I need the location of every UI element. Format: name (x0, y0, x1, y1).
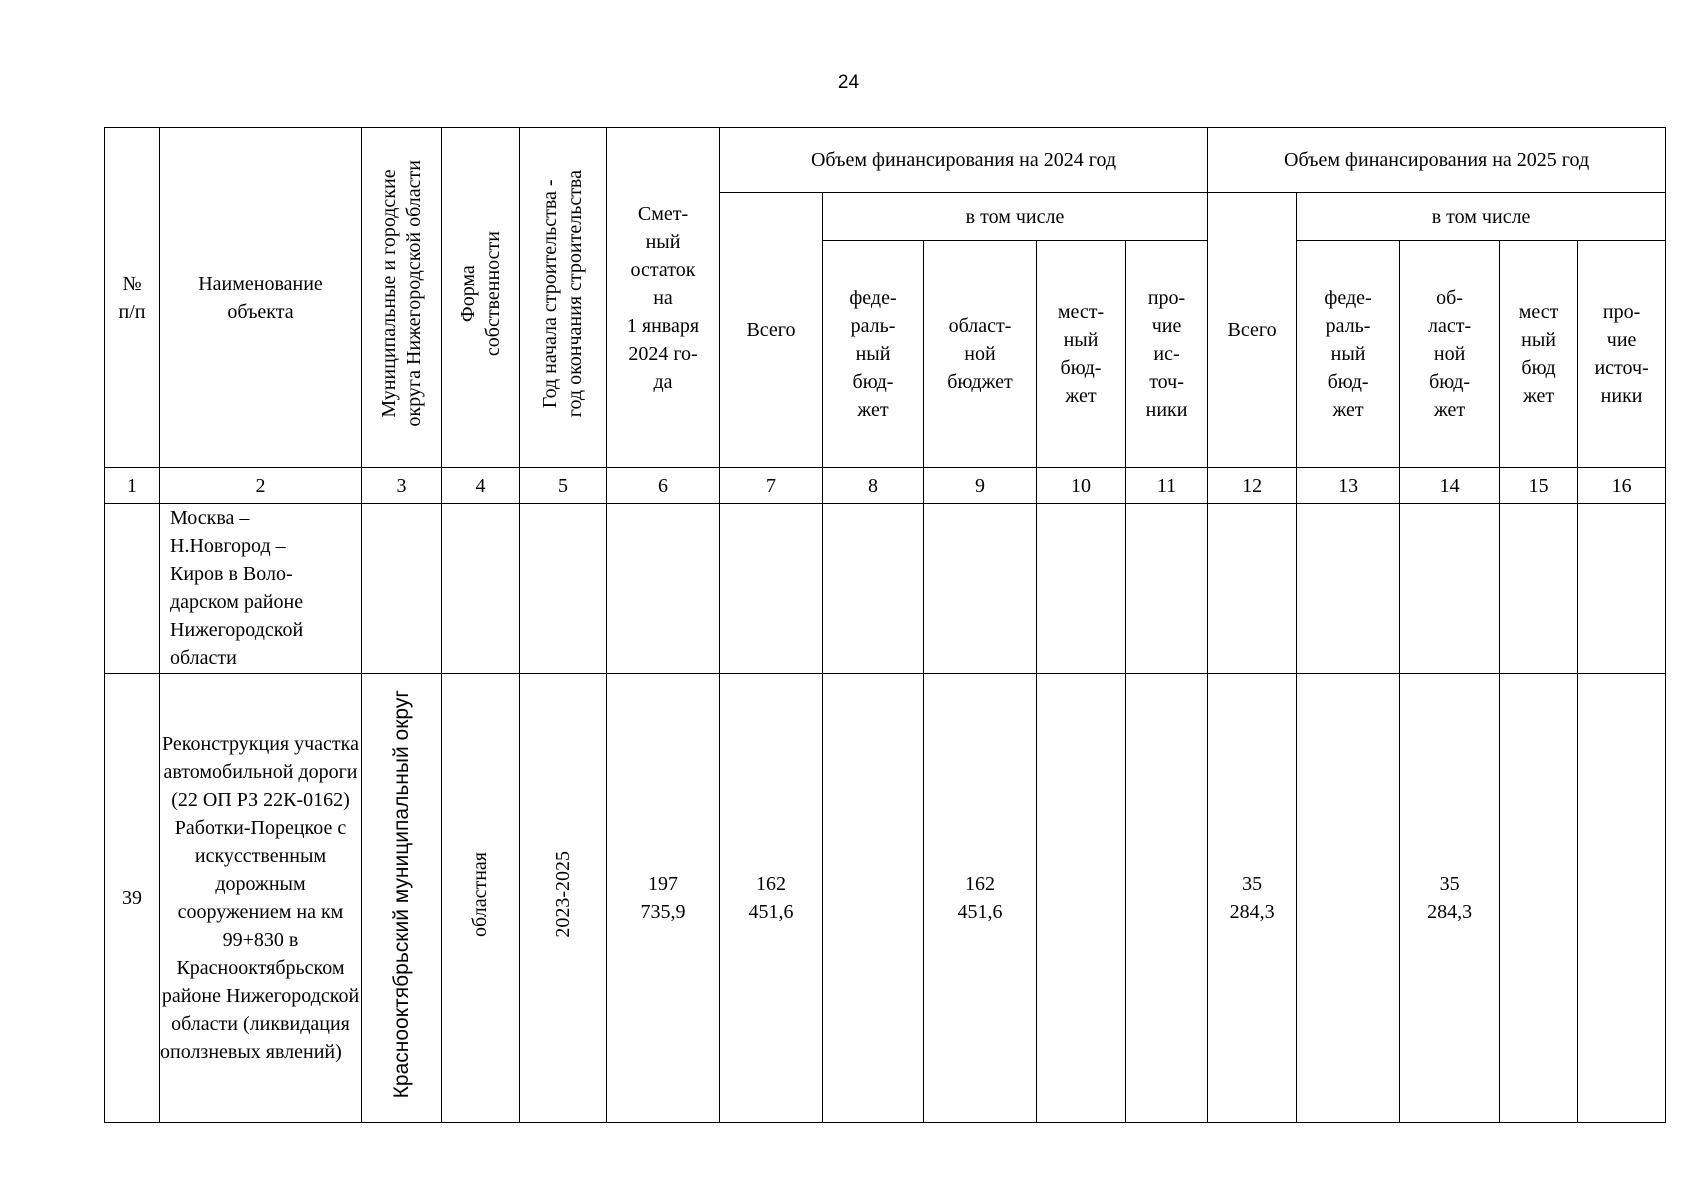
header-municipality: Муниципальные и городские округа Нижегородской области (362, 128, 442, 468)
header-reg-2024: област- ной бюджет (924, 241, 1037, 468)
header-estimate: Смет- ный остаток на 1 января 2024 го- да (607, 128, 720, 468)
header-other-2024: про- чие ис- точ- ники (1126, 241, 1208, 468)
header-row-1 (105, 128, 1666, 193)
header-num: № п/п (105, 128, 160, 468)
column-number: 11 (1126, 468, 1208, 504)
header-fed-2024: феде- раль- ный бюд- жет (823, 241, 924, 468)
other-2024-cell (1126, 674, 1208, 1123)
table-row-39 (105, 674, 1666, 1123)
cell (720, 504, 823, 674)
page-number: 24 (837, 72, 860, 93)
ownership-cell: областная (442, 674, 520, 1123)
column-number: 9 (924, 468, 1037, 504)
column-number: 5 (520, 468, 607, 504)
header-local-2024: мест- ный бюд- жет (1037, 241, 1126, 468)
column-number: 1 (105, 468, 160, 504)
header-ownership: Форма собственности (442, 128, 520, 468)
header-total-2024: Всего (720, 193, 823, 468)
header-years: Год начала строительства - год окончания строительства (520, 128, 607, 468)
fed-2025-cell (1297, 674, 1400, 1123)
column-number: 6 (607, 468, 720, 504)
cell (1208, 504, 1297, 674)
object-name-continued: Москва – Н.Новгород – Киров в Воло- дарском районе Нижегородской области (170, 507, 304, 669)
column-number: 10 (1037, 468, 1126, 504)
financing-table (104, 127, 1666, 1123)
header-name: Наименование объекта (160, 128, 362, 468)
header-fin-2024: Объем финансирования на 2024 год (720, 128, 1208, 193)
column-number: 2 (160, 468, 362, 504)
reg-2024-cell: 162 451,6 (924, 674, 1037, 1123)
header-other-2025: про- чие источ- ники (1578, 241, 1666, 468)
cell (1126, 504, 1208, 674)
header-fin-2025: Объем финансирования на 2025 год (1208, 128, 1666, 193)
column-number: 13 (1297, 468, 1400, 504)
municipality-cell: Краснооктябрьский муниципальный округ (362, 674, 442, 1123)
column-number: 12 (1208, 468, 1297, 504)
column-number: 14 (1400, 468, 1500, 504)
cell (1037, 504, 1126, 674)
cell (1297, 504, 1400, 674)
column-number: 15 (1500, 468, 1578, 504)
fed-2024-cell (823, 674, 924, 1123)
cell (442, 504, 520, 674)
column-number-row (105, 468, 1666, 504)
column-number: 4 (442, 468, 520, 504)
reg-2025-cell: 35 284,3 (1400, 674, 1500, 1123)
other-2025-cell (1578, 674, 1666, 1123)
cell (520, 504, 607, 674)
header-reg-2025: об- ласт- ной бюд- жет (1400, 241, 1500, 468)
cell (1400, 504, 1500, 674)
local-2024-cell (1037, 674, 1126, 1123)
cell (607, 504, 720, 674)
header-including-2024: в том числе (823, 193, 1208, 241)
cell (105, 504, 160, 674)
header-local-2025: мест ный бюд жет (1500, 241, 1578, 468)
estimate-cell: 197 735,9 (607, 674, 720, 1123)
column-number: 16 (1578, 468, 1666, 504)
header-including-2025: в том числе (1297, 193, 1666, 241)
header-total-2025: Всего (1208, 193, 1297, 468)
header-fed-2025: феде- раль- ный бюд- жет (1297, 241, 1400, 468)
cell (362, 504, 442, 674)
column-number: 8 (823, 468, 924, 504)
local-2025-cell (1500, 674, 1578, 1123)
cell (823, 504, 924, 674)
total-2024-cell: 162 451,6 (720, 674, 823, 1123)
object-name-cell (160, 504, 362, 674)
table-row-continued (105, 504, 1666, 674)
object-name: Реконструкция участка автомобильной дороги (22 ОП РЗ 22К-0162) Работки-Порецкое с искусственным дорожным сооружением на км 99+830 в Краснооктябрьском районе Нижегородской области (ликвидация оползневых явлений) (160, 674, 362, 1123)
years-cell: 2023-2025 (520, 674, 607, 1123)
cell (1500, 504, 1578, 674)
cell (1578, 504, 1666, 674)
row-number: 39 (105, 674, 160, 1123)
column-number: 7 (720, 468, 823, 504)
total-2025-cell: 35 284,3 (1208, 674, 1297, 1123)
column-number: 3 (362, 468, 442, 504)
cell (924, 504, 1037, 674)
